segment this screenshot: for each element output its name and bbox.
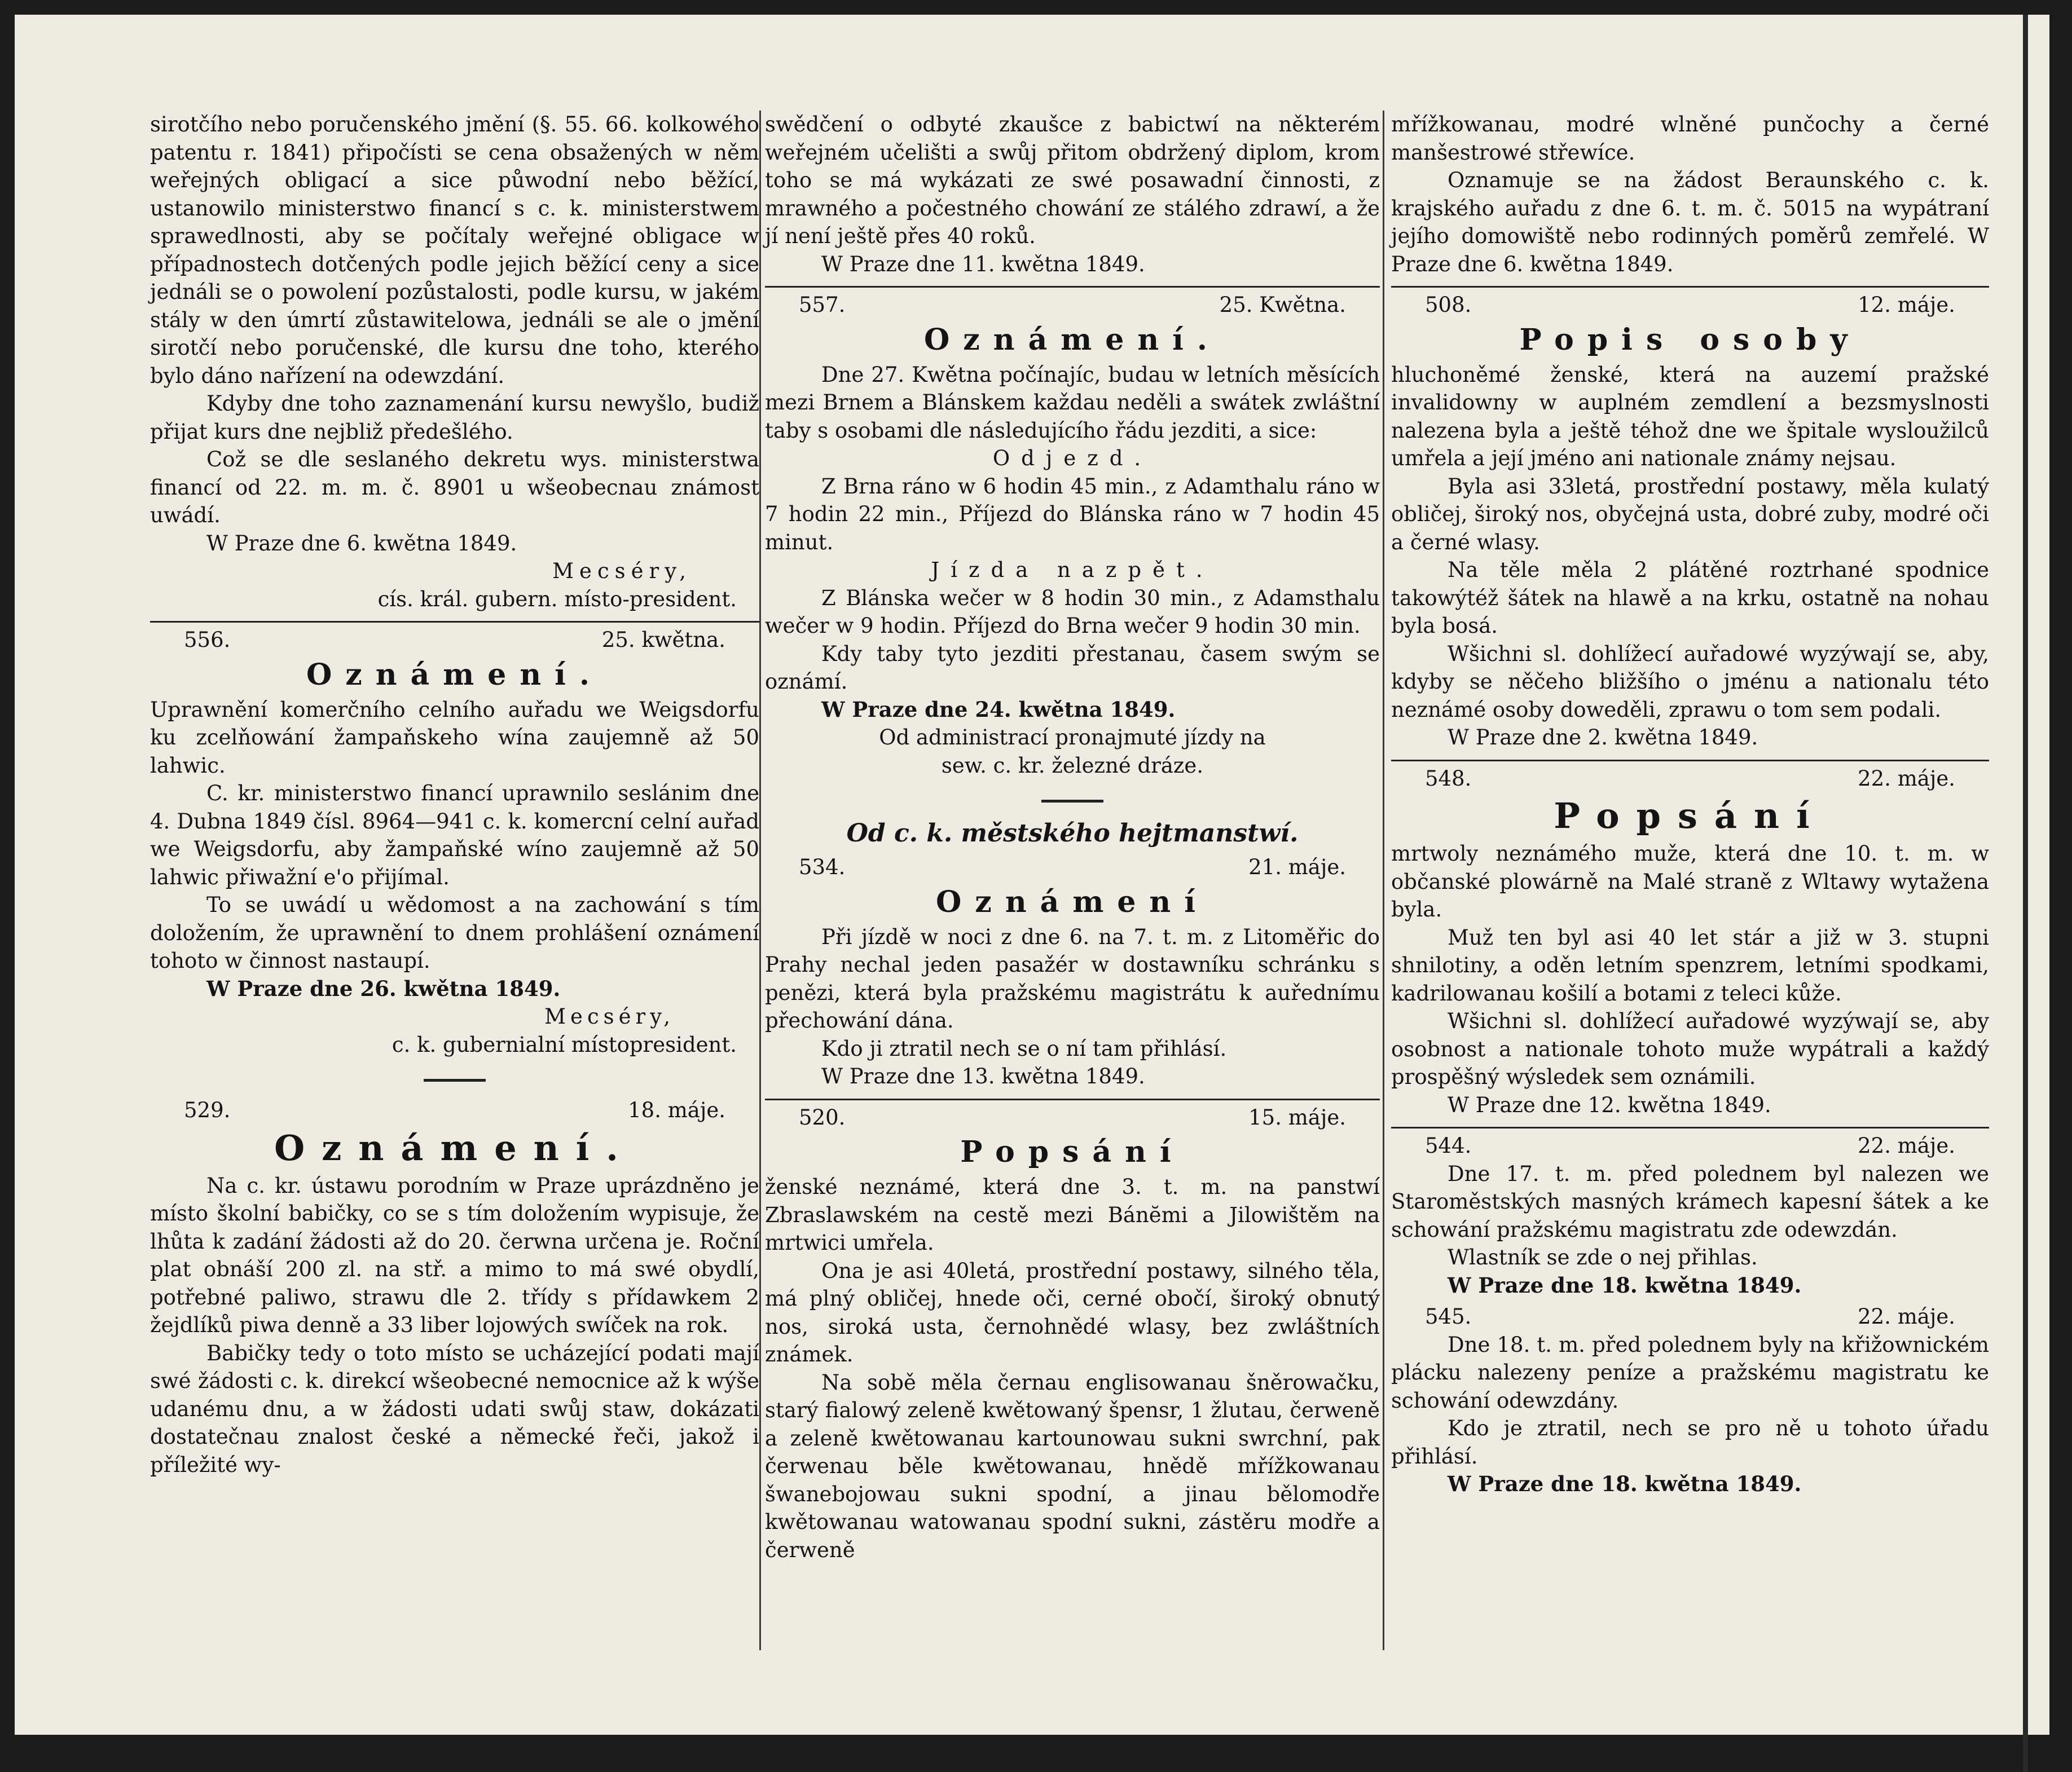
paragraph: ženské neznámé, která dne 3. t. m. na panstwí Zbraslawském na cestě mezi Bánĕmi a Jilowištěm na mrtwici umřela. [765, 1175, 1380, 1255]
paragraph: Z Blánska wečer w 8 hodin 30 min., z Adamsthalu wečer w 9 hodin. Příjezd do Brna wečer 9 hodin 30 min. [765, 585, 1380, 638]
notice-divider [1391, 760, 1989, 761]
paragraph: Dne 27. Kwětna počínajíc, budau w letních měsících mezi Brnem a Blánskem každau neděli a swátek zwláštní taby s osobami dle následujícího řádu jezditi, a sice: [765, 362, 1380, 443]
section-heading: Od c. k. městského hejtmanstwí. [846, 819, 1299, 848]
signature-title: c. k. gubernialní místopresident. [391, 1032, 737, 1057]
paragraph: Babičky tedy o toto místo se ucházející podati mají swé žádosti c. k. direkcí wšeobecné nemocnice až k wýše udanému dnu, a w žádosti udati swůj staw, dokázati dostatečnau znalost české a německé řeči, jakož i příležité wy- [150, 1341, 759, 1477]
paragraph: Oznamuje se na žádost Beraunského c. k. krajského auřadu z dne 6. t. m. č. 5015 na wypátraní jejího domowiště nebo rodinných poměrů zemřelé. W Praze dne 6. kwětna 1849. [1391, 168, 1989, 276]
notice-number: 557. [799, 293, 846, 317]
notice-number-row [765, 853, 1380, 881]
notice-heading: Oznámení. [274, 1127, 635, 1169]
date-line: W Praze dne 18. kwětna 1849. [1448, 1471, 1802, 1496]
notice-number: 520. [799, 1105, 846, 1130]
date-line: W Praze dne 11. kwětna 1849. [821, 252, 1145, 276]
notice-heading: Oznámení. [306, 657, 604, 692]
notice-divider [765, 286, 1380, 288]
paragraph: Kdo je ztratil, nech se pro ně u tohoto úřadu přihlásí. [1391, 1416, 1989, 1469]
notice-545 [1391, 1303, 1989, 1498]
date-line: W Praze dne 13. kwětna 1849. [821, 1064, 1145, 1088]
notice-date: 25. kwětna. [601, 628, 725, 652]
paragraph: Při jízdě w noci z dne 6. na 7. t. m. z Litoměřic do Prahy nechal jeden pasažér w dostawníku schránku s penězi, která byla pražskému magistrátu k auřednímu přechowání dána. [765, 924, 1380, 1033]
notice-number: 544. [1425, 1134, 1472, 1158]
notice-divider [150, 621, 759, 623]
paragraph: Wlastník se zde o nej přihlas. [1448, 1245, 1758, 1270]
column-divider [1383, 111, 1384, 1650]
notice-number-row [1391, 1303, 1989, 1331]
date-line: W Praze dne 6. kwětna 1849. [206, 531, 517, 556]
paragraph: Což se dle seslaného dekretu wys. ministerstwa financí od 22. m. m. č. 8901 u wšeobecnau známost uwádí. [150, 447, 759, 527]
notice-number-row [1391, 291, 1989, 319]
notice-number-row [150, 1096, 759, 1125]
subheading: Odjezd. [992, 446, 1152, 470]
notice-520 [765, 1104, 1380, 1564]
notice-date: 25. Kwětna. [1219, 293, 1346, 317]
paragraph: hluchoněmé ženské, která na auzemí pražské invalidowny w auplném zemdlení a bezsmyslnosti nalezena byla a ještě téhož dne we špitale wysloužilců umřela a její jméno ani nationale známy nejsau. [1391, 362, 1989, 470]
column-left [150, 111, 759, 1479]
notice-divider [1391, 1127, 1989, 1129]
signature-name: Mecséry, [552, 559, 692, 583]
notice-number-row [765, 291, 1380, 319]
paragraph: C. kr. ministerstwo financí uprawnilo seslánim dne 4. Dubna 1849 čísl. 8964—941 c. k. komercní celní auřad we Weigsdorfu, aby žampaňské wíno zaujemně až 50 lahwic přiwažní e'o přijímal. [150, 781, 759, 889]
signature-name: Mecséry, [544, 1004, 675, 1029]
paragraph: Kdyby dne toho zaznamenání kursu newyšlo, budiž přijat kurs dne nejbliž předešlého. [150, 391, 759, 444]
notice-548 [1391, 765, 1989, 1119]
notice-date: 22. máje. [1858, 766, 1955, 791]
notice-556 [150, 626, 759, 1059]
notice-number-row [150, 626, 759, 654]
subheading: Jízda nazpět. [931, 558, 1214, 582]
paragraph: To se uwádí u wědomost a na zachowání s tím doložením, že uprawnění to dnem prohlášení oznámení tohoto w činnost nastaupí. [150, 893, 759, 973]
notice-heading: Oznámení. [923, 322, 1221, 357]
notice-544 [1391, 1132, 1989, 1299]
notice-heading: Popsání [1554, 795, 1827, 836]
paragraph: Dne 17. t. m. před polednem byl nalezen we Staroměstských masných krámech kapesní šátek a ke schowání pražskému magistratu zde odewzdán. [1391, 1161, 1989, 1242]
notice-number-row [1391, 765, 1989, 793]
scan-edge [2023, 15, 2028, 1772]
date-line: W Praze dne 26. kwětna 1849. [206, 976, 561, 1001]
paragraph: Dne 18. t. m. před polednem byly na křižownickém plácku nalezeny peníze a pražskému magistratu ke schowání odewzdány. [1391, 1332, 1989, 1413]
column-divider [759, 111, 761, 1650]
notice-number: 534. [799, 855, 846, 879]
notice-date: 21. máje. [1248, 855, 1346, 879]
paragraph: Kdy taby tyto jezditi přestanau, časem swým se oznámí. [765, 641, 1380, 694]
paragraph: Z Brna ráno w 6 hodin 45 min., z Adamthalu ráno w 7 hodin 22 min., Příjezd do Blánska ráno w 7 hodin 45 minut. [765, 474, 1380, 554]
paragraph: Wšichni sl. dohlížecí auřadowé wyzýwají se, aby osobnost a nationale tohoto muže wypátrali a každý prospěšný wýsledek sem oznámili. [1391, 1009, 1989, 1089]
notice-number: 556. [184, 628, 231, 652]
column-middle [765, 111, 1380, 1564]
paragraph: mřížkowanau, modré wlněné punčochy a černé manšestrowé střewíce. [1391, 112, 1989, 165]
notice-heading: Popis osoby [1519, 322, 1861, 357]
notice-557 [765, 291, 1380, 779]
date-line: W Praze dne 24. kwětna 1849. [821, 697, 1176, 722]
date-line: W Praze dne 2. kwětna 1849. [1448, 725, 1758, 750]
notice-date: 15. máje. [1248, 1105, 1346, 1130]
notice-intro: Uprawnění komerčního celního auřadu we Weigsdorfu ku zcelňowání žampaňskeho wína zaujemně až 50 lahwic. [150, 697, 759, 778]
notice-number-row [765, 1104, 1380, 1132]
notice-date: 22. máje. [1858, 1134, 1955, 1158]
signature-title: cís. král. gubern. místo-president. [377, 587, 737, 611]
issuer-line: sew. c. kr. železné dráze. [941, 753, 1204, 778]
notice-date: 18. máje. [628, 1098, 725, 1122]
notice-529 [150, 1096, 759, 1479]
notice-divider [1391, 286, 1989, 288]
notice-508 [1391, 291, 1989, 752]
paragraph: Byla asi 33letá, prostřední postawy, měla kulatý obličej, široký nos, obyčejná usta, dobré zuby, modré oči a černé wlasy. [1391, 474, 1989, 554]
notice-date: 12. máje. [1858, 293, 1955, 317]
notice-number: 548. [1425, 766, 1472, 791]
paragraph: swědčení o odbyté zkaušce z babictwí na některém weřejném učelišti a swůj přitom obdržený diplom, krom toho se má wykázati ze swé posawadní činnosti, z mrawného a počestného chowání ze stálého zdrawí, a že jí není ještě přes 40 roků. [765, 112, 1380, 248]
issuer-line: Od administrací pronajmuté jízdy na [879, 725, 1266, 750]
column-right [1391, 111, 1989, 1498]
paragraph: Na těle měla 2 plátěné roztrhané spodnice takowýtéž šátek na hlawě a na krku, ostatně na nohau byla bosá. [1391, 558, 1989, 638]
short-divider [1041, 800, 1103, 803]
notice-534 [765, 853, 1380, 1091]
date-line: W Praze dne 18. kwětna 1849. [1448, 1272, 1802, 1298]
paragraph: Na c. kr. ústawu porodním w Praze uprázdněno je místo školní babičky, co se s tím doložením wypisuje, že lhůta k zadání žádosti až do 20. čerwna určena je. Roční plat obnáší 200 zl. na stř. a mimo to má swé obydlí, potřebné paliwo, strawu dle 2. třídy s přídawkem 2 žejdlíků piwa denně a 33 liber lojowých swíček na rok. [150, 1173, 759, 1337]
paragraph: mrtwoly neznámého muže, která dne 10. t. m. w občanské plowárně na Malé straně z Wltawy wytažena byla. [1391, 841, 1989, 922]
short-divider [424, 1079, 486, 1082]
paragraph: sirotčího nebo poručenského jmění (§. 55. 66. kolkowého patentu r. 1841) připočísti se cena obsažených w něm weřejných obligací a sice půwodní nebo běžící, ustanowilo ministerstwo financí s c. k. ministerstwem sprawedlnosti, aby se počítaly weřejné obligace w případnostech dotčených podle jejich běžící ceny a sice jednáli se o powolení pozůstalosti, podle kursu, w jakém stály w den úmrtí zůstawitelowa, jednáli se ale o jmění sirotčí nebo poručenské, dle kursu dne toho, kterého bylo dáno nařízení na odewzdání. [150, 112, 759, 388]
paragraph: Wšichni sl. dohlížecí auřadowé wyzýwají se, aby, kdyby se něčeho bližšího o jménu a nationalu této neznámé osoby doweděli, zprawu o tom sem podali. [1391, 641, 1989, 722]
paragraph: Muž ten byl asi 40 let stár a již w 3. stupni shnilotiny, a oděn letním spenzrem, letními spodkami, kadrilowanau košilí a botami z teleci kůže. [1391, 925, 1989, 1006]
notice-number: 529. [184, 1098, 231, 1122]
paragraph: Ona je asi 40letá, prostřední postawy, silného těla, má plný obličej, hnede oči, cerné obočí, široký obnutý nos, siroká usta, černohnědé wlasy, bez zwláštních známek. [765, 1258, 1380, 1367]
paragraph: Na sobě měla černau englisowanau šněrowačku, starý fialowý zeleně kwětowaný špensr, 1 žlutau, čerweně a zeleně kwětowanau kartounowau sukni swrchní, pak čerwenau běle kwětowanau, hnědě mřížkowanau šwanebojowau sukni spodní, a jinau bělomodře kwětowanau watowanau spodní sukni, zástěru modře a čerweně [765, 1370, 1380, 1562]
notice-heading: Oznámení [936, 884, 1209, 919]
date-line: W Praze dne 12. kwětna 1849. [1448, 1092, 1771, 1117]
notice-divider [765, 1099, 1380, 1100]
paragraph: Kdo ji ztratil nech se o ní tam přihlásí. [821, 1036, 1227, 1061]
notice-number: 545. [1425, 1304, 1472, 1329]
notice-heading: Popsání [960, 1135, 1185, 1169]
notice-number-row [1391, 1132, 1989, 1160]
notice-number: 508. [1425, 293, 1472, 317]
notice-date: 22. máje. [1858, 1304, 1955, 1329]
